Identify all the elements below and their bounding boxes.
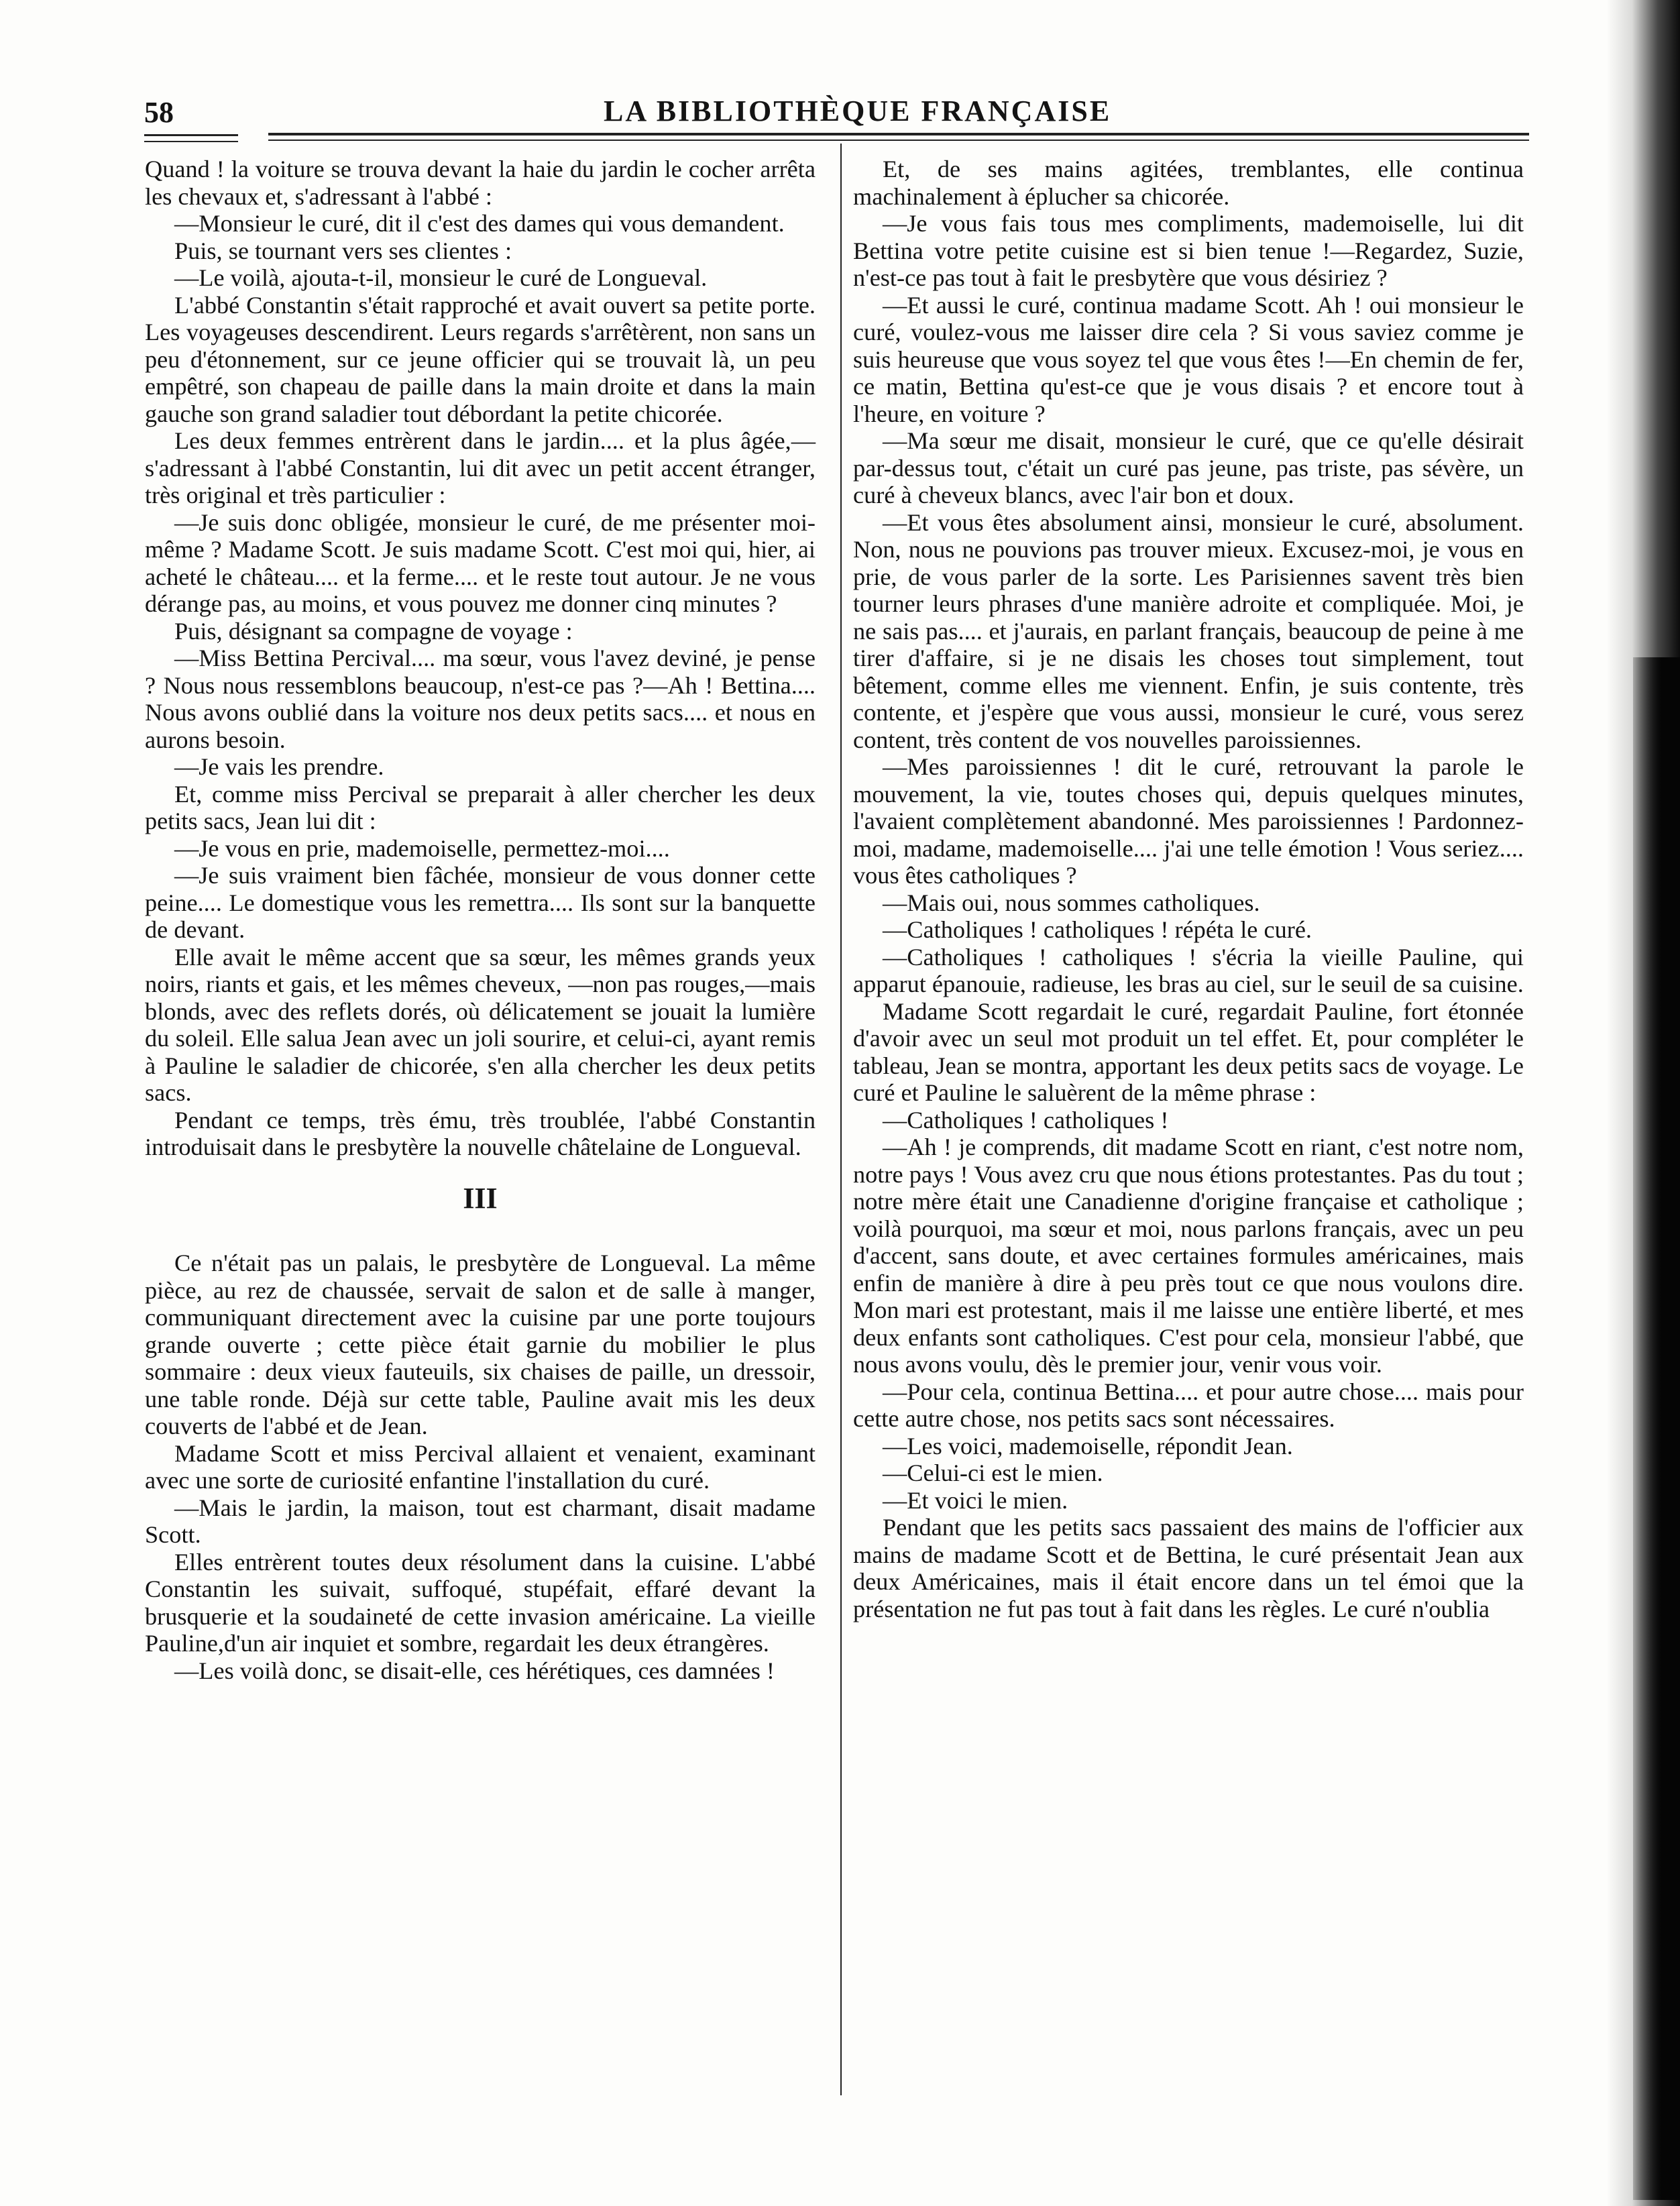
paragraph: Madame Scott et miss Percival allaient et venaient, examinant avec une sorte de curiosité enfantine l'installation du curé. (145, 1439, 816, 1494)
header-rule-thin (268, 140, 1529, 141)
paragraph: —Miss Bettina Percival.... ma sœur, vous l'avez deviné, je pense ? Nous nous ressemblons beaucoup, n'est-ce pas ?—Ah ! Bettina.... Nous avons oublié dans la voiture nos deux petits sacs.... et nous en aurons besoin. (145, 645, 816, 753)
paragraph: —Ma sœur me disait, monsieur le curé, que ce qu'elle désirait par-dessus tout, c'était un curé pas jeune, pas triste, pas sévère, un curé à cheveux blancs, avec l'air bon et doux. (853, 427, 1524, 508)
paragraph: —Catholiques ! catholiques ! répéta le curé. (883, 916, 1312, 943)
paragraph: —Mes paroissiennes ! dit le curé, retrouvant la parole le mouvement, la vie, toutes choses qui, depuis quelques minutes, l'avaient complètement abandonné. Mes paroissiennes ! Pardonnez-moi, madame, mademoiselle.... j'ai une telle émotion ! Vous seriez.... vous êtes catholiques ? (853, 753, 1524, 889)
chapter-number: III (463, 1181, 498, 1215)
paragraph: Ce n'était pas un palais, le presbytère de Longueval. La même pièce, au rez de chaussée, servait de salon et de salle à manger, communiquant directement avec la cuisine par une porte toujours grande ouverte ; cette pièce était garnie du mobilier le plus sommaire : deux vieux fauteuils, six chaises de paille, un dressoir, une table ronde. Déjà sur cette table, Pauline avait mis les deux couverts de l'abbé et de Jean. (145, 1250, 816, 1439)
paragraph: —Et voici le mien. (883, 1486, 1068, 1514)
binding-shadow-dark (1633, 657, 1680, 2200)
paragraph: —Je vous en prie, mademoiselle, permettez-moi.... (174, 834, 670, 862)
page-number: 58 (144, 96, 174, 129)
column-divider (840, 144, 842, 2095)
paragraph: L'abbé Constantin s'était rapproché et avait ouvert sa petite porte. Les voyageuses descendirent. Leurs regards s'arrêtèrent, non sans un peu d'étonnement, sur ce jeune officier qui se trouvait là, un peu empêtré, son chapeau de paille dans la main droite et dans la main gauche son grand saladier tout débordant la petite chicorée. (145, 291, 816, 427)
paragraph: Elle avait le même accent que sa sœur, les mêmes grands yeux noirs, riants et gais, et les mêmes cheveux, —non pas rouges,—mais blonds, avec des reflets dorés, où délicatement se jouait la lumière du soleil. Elle salua Jean avec un joli sourire, et celui-ci, ayant remis à Pauline le saladier de chicorée, s'en alla chercher les deux petits sacs. (145, 943, 816, 1106)
paragraph: Puis, se tournant vers ses clientes : (174, 237, 512, 264)
paragraph: —Monsieur le curé, dit il c'est des dames qui vous demandent. (174, 210, 785, 237)
paragraph: —Catholiques ! catholiques ! (883, 1106, 1169, 1134)
paragraph: Pendant ce temps, très ému, très troublée, l'abbé Constantin introduisait dans le presbytère la nouvelle châtelaine de Longueval. (145, 1106, 816, 1160)
left-column-paragraphs (145, 156, 816, 1161)
paragraph: —Je vous fais tous mes compliments, mademoiselle, lui dit Bettina votre petite cuisine est si bien tenue !—Regardez, Suzie, n'est-ce pas tout à fait le presbytère que vous désiriez ? (853, 210, 1524, 291)
left-column-paragraphs-after (145, 1250, 816, 1684)
right-column (853, 156, 1524, 1622)
paragraph: —Et vous êtes absolument ainsi, monsieur le curé, absolument. Non, nous ne pouvions pas trouver mieux. Excusez-moi, je vous en prie, de vous parler de la sorte. Les Parisiennes savent très bien tourner leurs phrases d'une manière adroite et compliquée. Moi, je ne sais pas.... et j'aurais, en parlant français, beaucoup de peine à me tirer d'affaire, si je ne disais les choses tout simplement, tout bêtement, comme elles me viennent. Enfin, je suis contente, très contente, et j'espère que vous aussi, monsieur le curé, vous serez content, très content de vos nouvelles paroissiennes. (853, 508, 1524, 753)
paragraph: —Je suis vraiment bien fâchée, monsieur de vous donner cette peine.... Le domestique vous les remettra.... Ils sont sur la banquette de devant. (145, 862, 816, 943)
paragraph: —Catholiques ! catholiques ! s'écria la vieille Pauline, qui apparut épanouie, radieuse, les bras au ciel, sur le seuil de sa cuisine. (853, 943, 1524, 997)
paragraph: Elles entrèrent toutes deux résolument dans la cuisine. L'abbé Constantin les suivait, suffoqué, stupéfait, effaré devant la brusquerie et la soudaineté de cette invasion américaine. La vieille Pauline,d'un air inquiet et sombre, regardait les deux étrangères. (145, 1548, 816, 1657)
paragraph: Puis, désignant sa compagne de voyage : (174, 617, 573, 645)
header-rule-left (144, 134, 238, 136)
left-column (145, 156, 816, 1684)
paragraph: Les deux femmes entrèrent dans le jardin.... et la plus âgée,—s'adressant à l'abbé Constantin, lui dit avec un petit accent étranger, très original et très particulier : (145, 427, 816, 508)
paragraph: —Le voilà, ajouta-t-il, monsieur le curé de Longueval. (174, 264, 708, 291)
paragraph: —Et aussi le curé, continua madame Scott. Ah ! oui monsieur le curé, voulez-vous me laisser dire cela ? Si vous saviez comme je suis heureuse que vous soyez tel que vous êtes !—En chemin de fer, ce matin, Bettina qu'est-ce que je vous disais ? et encore tout à l'heure, en voiture ? (853, 291, 1524, 427)
header-rule (268, 133, 1529, 135)
paragraph: —Celui-ci est le mien. (883, 1459, 1103, 1486)
header-rule-left-thin (144, 141, 238, 142)
right-column-paragraphs (853, 156, 1524, 1622)
paragraph: —Je vais les prendre. (174, 753, 384, 780)
paragraph: Et, comme miss Percival se preparait à aller chercher les deux petits sacs, Jean lui dit : (145, 780, 816, 834)
paragraph: —Mais le jardin, la maison, tout est charmant, disait madame Scott. (145, 1494, 816, 1548)
paragraph: —Les voilà donc, se disait-elle, ces hérétiques, ces damnées ! (174, 1657, 775, 1684)
paragraph: —Pour cela, continua Bettina.... et pour autre chose.... mais pour cette autre chose, nos petits sacs sont nécessaires. (853, 1378, 1524, 1432)
paragraph: Madame Scott regardait le curé, regardait Pauline, fort étonnée d'avoir avec un seul mot produit un tel effet. Et, pour compléter le tableau, Jean se montra, apportant les deux petits sacs de voyage. Le curé et Pauline le saluèrent de la même phrase : (853, 997, 1524, 1106)
paragraph: —Mais oui, nous sommes catholiques. (883, 889, 1260, 916)
paragraph: Pendant que les petits sacs passaient des mains de l'officier aux mains de madame Scott et de Bettina, le curé présentait Jean aux deux Américaines, mais il était encore dans un tel émoi que la présentation ne fut pas tout à fait dans les règles. Le curé n'oublia (853, 1514, 1524, 1622)
paragraph: Et, de ses mains agitées, tremblantes, elle continua machinalement à éplucher sa chicorée. (853, 156, 1524, 210)
paragraph: —Je suis donc obligée, monsieur le curé, de me présenter moi-même ? Madame Scott. Je suis madame Scott. C'est moi qui, hier, ai acheté le château.... et la ferme.... et le reste tout autour. Je ne vous dérange pas, au moins, et vous pouvez me donner cinq minutes ? (145, 508, 816, 617)
paragraph: —Ah ! je comprends, dit madame Scott en riant, c'est notre nom, notre pays ! Vous avez cru que nous étions protestantes. Pas du tout ; notre mère était une Canadienne d'origine française et catholique ; voilà pourquoi, ma sœur et moi, nous parlons français, avec un peu d'accent, sans doute, et avec certaines formules américaines, mais enfin de manière à dire à peu près tout ce que nous voulons dire. Mon mari est protestant, mais il me laisse une entière liberté, et mes deux enfants sont catholiques. C'est pour cela, monsieur l'abbé, que nous avons voulu, dès le premier jour, venir vous voir. (853, 1134, 1524, 1378)
paragraph: Quand ! la voiture se trouva devant la haie du jardin le cocher arrêta les chevaux et, s'adressant à l'abbé : (145, 156, 816, 210)
paragraph: —Les voici, mademoiselle, répondit Jean. (883, 1432, 1293, 1459)
page-title: LA BIBLIOTHÈQUE FRANÇAISE (604, 95, 1112, 127)
